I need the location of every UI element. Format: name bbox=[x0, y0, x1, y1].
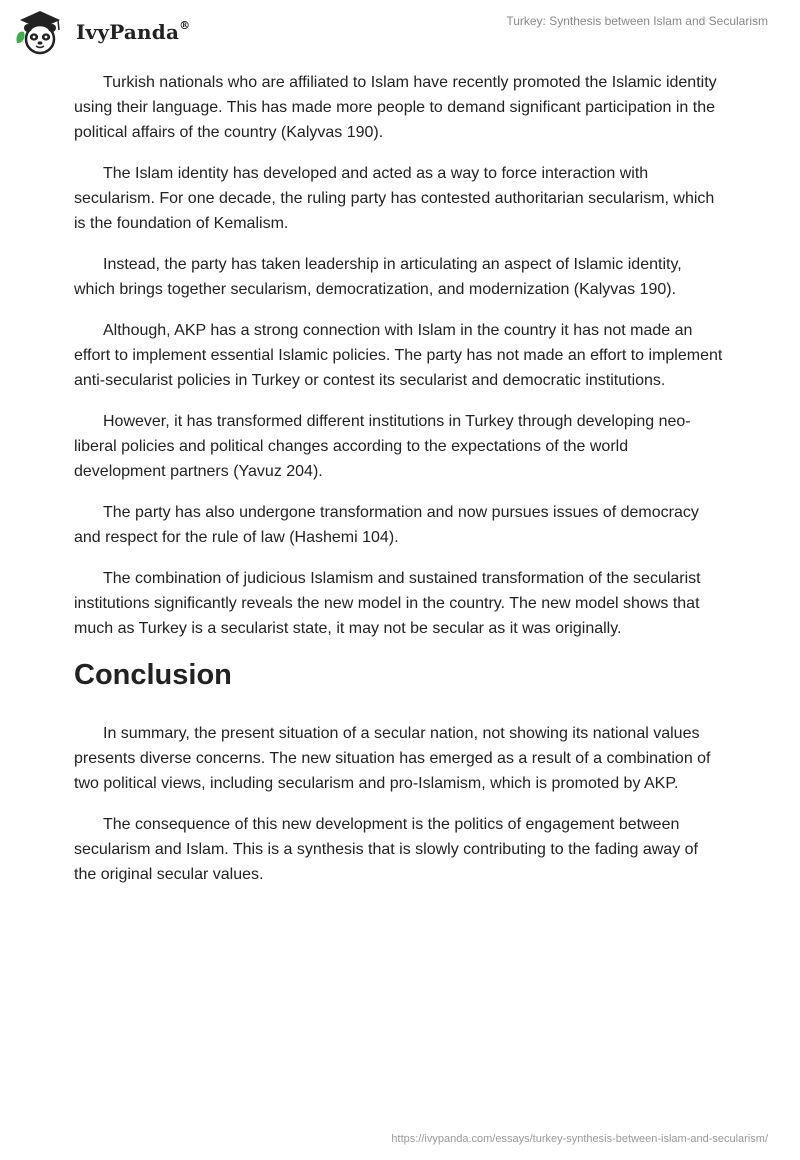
paragraph: In summary, the present situation of a secular nation, not showing its national values presents diverse concerns. The new situation has emerged as a result of a combination of two political views, including secularism and pro-Islamism, which is promoted by AKP. bbox=[74, 725, 711, 792]
essay-body bbox=[74, 70, 724, 903]
page-title: Turkey: Synthesis between Islam and Secularism bbox=[506, 14, 768, 28]
paragraph: However, it has transformed different institutions in Turkey through developing neo-liberal policies and political changes according to the expectations of the world development partners (Yavuz 204). bbox=[74, 413, 691, 480]
brand-name: IvyPanda® bbox=[76, 19, 191, 44]
paragraph: The Islam identity has developed and acted as a way to force interaction with secularism. For one decade, the ruling party has contested authoritarian secularism, which is the foundation of Kemalism. bbox=[74, 165, 715, 232]
ivypanda-logo[interactable] bbox=[14, 8, 190, 56]
paragraph: Although, AKP has a strong connection with Islam in the country it has not made an effort to implement essential Islamic policies. The party has not made an effort to implement anti-secularist policies in Turkey or contest its secularist and democratic institutions. bbox=[74, 322, 723, 389]
page-header bbox=[0, 0, 800, 62]
paragraph: Turkish nationals who are affiliated to Islam have recently promoted the Islamic identity using their language. This has made more people to demand significant participation in the political affairs of the country (Kalyvas 190). bbox=[74, 74, 717, 141]
paragraph: The party has also undergone transformation and now pursues issues of democracy and respect for the rule of law (Hashemi 104). bbox=[74, 504, 699, 546]
conclusion-heading: Conclusion bbox=[74, 659, 232, 691]
paragraph: The consequence of this new development is the politics of engagement between secularism and Islam. This is a synthesis that is slowly contributing to the fading away of the original secular values. bbox=[74, 816, 698, 883]
paragraph: Instead, the party has taken leadership in articulating an aspect of Islamic identity, which brings together secularism, democratization, and modernization (Kalyvas 190). bbox=[74, 256, 682, 298]
panda-graduate-icon bbox=[14, 8, 70, 56]
paragraph: The combination of judicious Islamism and sustained transformation of the secularist institutions significantly reveals the new model in the country. The new model shows that much as Turkey is a secularist state, it may not be secular as it was originally. bbox=[74, 570, 701, 637]
source-url[interactable]: https://ivypanda.com/essays/turkey-synthesis-between-islam-and-secularism/ bbox=[391, 1133, 768, 1145]
registered-mark: ® bbox=[179, 19, 191, 33]
